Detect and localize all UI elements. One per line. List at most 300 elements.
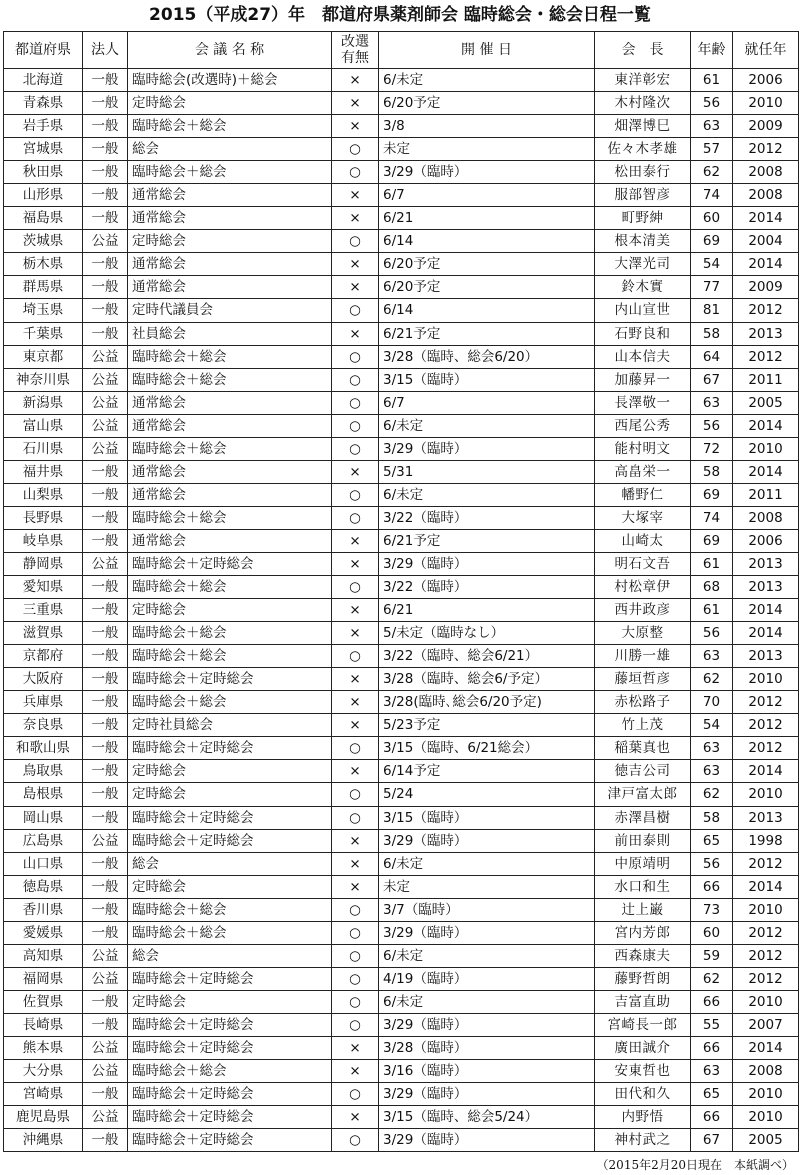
table-row xyxy=(4,944,799,967)
corporation-cell: 公益 xyxy=(83,391,128,414)
meeting-name-cell: 臨時総会＋定時総会 xyxy=(128,806,332,829)
election-mark-cell: ○ xyxy=(332,230,379,253)
table-row xyxy=(4,622,799,645)
date-cell: 3/29（臨時） xyxy=(379,829,595,852)
meeting-name-cell: 定時総会 xyxy=(128,230,332,253)
age-cell: 72 xyxy=(691,437,733,460)
meeting-name-cell: 定時社員総会 xyxy=(128,714,332,737)
prefecture-cell: 千葉県 xyxy=(4,322,83,345)
prefecture-cell: 熊本県 xyxy=(4,1036,83,1059)
age-cell: 67 xyxy=(691,368,733,391)
prefecture-cell: 福岡県 xyxy=(4,967,83,990)
table-row xyxy=(4,921,799,944)
date-cell: 3/28（臨時） xyxy=(379,1036,595,1059)
prefecture-cell: 茨城県 xyxy=(4,230,83,253)
date-cell: 未定 xyxy=(379,875,595,898)
prefecture-cell: 愛媛県 xyxy=(4,921,83,944)
age-cell: 77 xyxy=(691,276,733,299)
corporation-cell: 一般 xyxy=(83,299,128,322)
age-cell: 62 xyxy=(691,783,733,806)
meeting-name-cell: 臨時総会＋定時総会 xyxy=(128,829,332,852)
age-cell: 55 xyxy=(691,1013,733,1036)
prefecture-cell: 北海道 xyxy=(4,69,83,92)
election-mark-cell: × xyxy=(332,276,379,299)
table-row xyxy=(4,184,799,207)
prefecture-cell: 岡山県 xyxy=(4,806,83,829)
age-cell: 60 xyxy=(691,207,733,230)
prefecture-cell: 奈良県 xyxy=(4,714,83,737)
table-row xyxy=(4,138,799,161)
date-cell: 3/29（臨時） xyxy=(379,1013,595,1036)
chair-cell: 東洋彰宏 xyxy=(595,69,691,92)
election-mark-cell: × xyxy=(332,668,379,691)
prefecture-cell: 群馬県 xyxy=(4,276,83,299)
date-cell: 3/8 xyxy=(379,115,595,138)
date-cell: 5/未定（臨時なし） xyxy=(379,622,595,645)
date-cell: 5/31 xyxy=(379,460,595,483)
meeting-name-cell: 通常総会 xyxy=(128,253,332,276)
chair-cell: 前田泰則 xyxy=(595,829,691,852)
inaugural-year-cell: 2010 xyxy=(733,92,799,115)
date-cell: 3/22（臨時） xyxy=(379,576,595,599)
age-cell: 56 xyxy=(691,622,733,645)
meeting-name-cell: 臨時総会＋総会 xyxy=(128,622,332,645)
election-mark-cell: ○ xyxy=(332,368,379,391)
table-row xyxy=(4,161,799,184)
inaugural-year-cell: 2014 xyxy=(733,622,799,645)
prefecture-cell: 福井県 xyxy=(4,460,83,483)
chair-cell: 鈴木實 xyxy=(595,276,691,299)
date-cell: 3/28（臨時、総会6/20） xyxy=(379,345,595,368)
prefecture-cell: 山梨県 xyxy=(4,483,83,506)
corporation-cell: 一般 xyxy=(83,921,128,944)
meeting-name-cell: 臨時総会＋定時総会 xyxy=(128,668,332,691)
date-cell: 6/未定 xyxy=(379,69,595,92)
inaugural-year-cell: 2010 xyxy=(733,1083,799,1106)
meeting-name-cell: 通常総会 xyxy=(128,414,332,437)
meeting-name-cell: 定時総会 xyxy=(128,599,332,622)
inaugural-year-cell: 2014 xyxy=(733,460,799,483)
chair-cell: 大原整 xyxy=(595,622,691,645)
corporation-cell: 一般 xyxy=(83,599,128,622)
table-row xyxy=(4,852,799,875)
prefecture-cell: 広島県 xyxy=(4,829,83,852)
election-mark-cell: ○ xyxy=(332,806,379,829)
prefecture-cell: 長崎県 xyxy=(4,1013,83,1036)
meeting-name-cell: 通常総会 xyxy=(128,391,332,414)
election-mark-cell: ○ xyxy=(332,645,379,668)
meeting-name-cell: 臨時総会＋定時総会 xyxy=(128,1129,332,1152)
inaugural-year-cell: 2014 xyxy=(733,760,799,783)
inaugural-year-cell: 2008 xyxy=(733,161,799,184)
election-mark-cell: × xyxy=(332,760,379,783)
inaugural-year-cell: 2012 xyxy=(733,921,799,944)
election-mark-cell: ○ xyxy=(332,944,379,967)
chair-cell: 幡野仁 xyxy=(595,483,691,506)
table-row xyxy=(4,460,799,483)
inaugural-year-cell: 2009 xyxy=(733,276,799,299)
corporation-cell: 公益 xyxy=(83,1036,128,1059)
chair-cell: 山崎太 xyxy=(595,529,691,552)
table-row xyxy=(4,552,799,575)
chair-cell: 川勝一雄 xyxy=(595,645,691,668)
date-cell: 3/15（臨時） xyxy=(379,368,595,391)
prefecture-cell: 京都府 xyxy=(4,645,83,668)
age-cell: 64 xyxy=(691,345,733,368)
inaugural-year-cell: 2013 xyxy=(733,806,799,829)
prefecture-cell: 神奈川県 xyxy=(4,368,83,391)
prefecture-cell: 新潟県 xyxy=(4,391,83,414)
chair-cell: 赤松路子 xyxy=(595,691,691,714)
table-row xyxy=(4,645,799,668)
age-cell: 60 xyxy=(691,921,733,944)
corporation-cell: 一般 xyxy=(83,645,128,668)
prefecture-cell: 宮城県 xyxy=(4,138,83,161)
election-mark-cell: × xyxy=(332,599,379,622)
corporation-cell: 一般 xyxy=(83,622,128,645)
table-row xyxy=(4,1083,799,1106)
chair-cell: 畑澤博巳 xyxy=(595,115,691,138)
inaugural-year-cell: 2012 xyxy=(733,714,799,737)
header-meeting-name: 会 議 名 称 xyxy=(128,32,332,69)
inaugural-year-cell: 2013 xyxy=(733,576,799,599)
corporation-cell: 一般 xyxy=(83,483,128,506)
table-row xyxy=(4,806,799,829)
age-cell: 54 xyxy=(691,714,733,737)
meeting-name-cell: 臨時総会＋定時総会 xyxy=(128,1013,332,1036)
age-cell: 58 xyxy=(691,806,733,829)
table-row xyxy=(4,92,799,115)
meeting-name-cell: 臨時総会＋総会 xyxy=(128,506,332,529)
table-row xyxy=(4,1036,799,1059)
election-mark-cell: ○ xyxy=(332,414,379,437)
date-cell: 6/20予定 xyxy=(379,253,595,276)
meeting-name-cell: 社員総会 xyxy=(128,322,332,345)
inaugural-year-cell: 2012 xyxy=(733,967,799,990)
corporation-cell: 公益 xyxy=(83,414,128,437)
election-mark-cell: ○ xyxy=(332,576,379,599)
corporation-cell: 一般 xyxy=(83,207,128,230)
corporation-cell: 一般 xyxy=(83,898,128,921)
table-row xyxy=(4,207,799,230)
corporation-cell: 公益 xyxy=(83,944,128,967)
date-cell: 3/15（臨時） xyxy=(379,806,595,829)
chair-cell: 藤野哲朗 xyxy=(595,967,691,990)
chair-cell: 吉富直助 xyxy=(595,990,691,1013)
corporation-cell: 一般 xyxy=(83,852,128,875)
meeting-name-cell: 総会 xyxy=(128,852,332,875)
election-mark-cell: × xyxy=(332,622,379,645)
inaugural-year-cell: 2014 xyxy=(733,414,799,437)
inaugural-year-cell: 2014 xyxy=(733,1036,799,1059)
age-cell: 69 xyxy=(691,483,733,506)
inaugural-year-cell: 2008 xyxy=(733,184,799,207)
prefecture-cell: 福島県 xyxy=(4,207,83,230)
age-cell: 63 xyxy=(691,391,733,414)
chair-cell: 津戸富太郎 xyxy=(595,783,691,806)
date-cell: 6/未定 xyxy=(379,990,595,1013)
chair-cell: 中原靖明 xyxy=(595,852,691,875)
chair-cell: 稲葉真也 xyxy=(595,737,691,760)
age-cell: 61 xyxy=(691,69,733,92)
corporation-cell: 一般 xyxy=(83,138,128,161)
age-cell: 74 xyxy=(691,184,733,207)
chair-cell: 根本清美 xyxy=(595,230,691,253)
age-cell: 57 xyxy=(691,138,733,161)
corporation-cell: 一般 xyxy=(83,806,128,829)
meeting-name-cell: 通常総会 xyxy=(128,184,332,207)
age-cell: 62 xyxy=(691,967,733,990)
prefecture-cell: 石川県 xyxy=(4,437,83,460)
election-mark-cell: × xyxy=(332,69,379,92)
date-cell: 6/7 xyxy=(379,391,595,414)
chair-cell: 徳吉公司 xyxy=(595,760,691,783)
date-cell: 3/29（臨時） xyxy=(379,437,595,460)
meeting-name-cell: 臨時総会＋総会 xyxy=(128,345,332,368)
table-row xyxy=(4,760,799,783)
chair-cell: 加藤昇一 xyxy=(595,368,691,391)
age-cell: 73 xyxy=(691,898,733,921)
corporation-cell: 公益 xyxy=(83,345,128,368)
prefecture-cell: 愛知県 xyxy=(4,576,83,599)
meeting-name-cell: 定時総会 xyxy=(128,875,332,898)
header-chair: 会 長 xyxy=(595,32,691,69)
table-row xyxy=(4,898,799,921)
inaugural-year-cell: 2008 xyxy=(733,1060,799,1083)
date-cell: 6/未定 xyxy=(379,944,595,967)
corporation-cell: 一般 xyxy=(83,990,128,1013)
prefecture-cell: 兵庫県 xyxy=(4,691,83,714)
date-cell: 4/19（臨時） xyxy=(379,967,595,990)
prefecture-cell: 沖縄県 xyxy=(4,1129,83,1152)
age-cell: 69 xyxy=(691,230,733,253)
meeting-name-cell: 定時総会 xyxy=(128,92,332,115)
chair-cell: 西井政彦 xyxy=(595,599,691,622)
prefecture-cell: 青森県 xyxy=(4,92,83,115)
age-cell: 66 xyxy=(691,1106,733,1129)
age-cell: 56 xyxy=(691,92,733,115)
age-cell: 59 xyxy=(691,944,733,967)
inaugural-year-cell: 2012 xyxy=(733,852,799,875)
age-cell: 69 xyxy=(691,529,733,552)
election-mark-cell: × xyxy=(332,207,379,230)
age-cell: 63 xyxy=(691,760,733,783)
age-cell: 68 xyxy=(691,576,733,599)
prefecture-cell: 鳥取県 xyxy=(4,760,83,783)
corporation-cell: 一般 xyxy=(83,783,128,806)
chair-cell: 辻上巌 xyxy=(595,898,691,921)
election-mark-cell: ○ xyxy=(332,506,379,529)
meeting-name-cell: 通常総会 xyxy=(128,483,332,506)
chair-cell: 宮内芳郎 xyxy=(595,921,691,944)
prefecture-cell: 埼玉県 xyxy=(4,299,83,322)
corporation-cell: 公益 xyxy=(83,829,128,852)
inaugural-year-cell: 2009 xyxy=(733,115,799,138)
date-cell: 6/未定 xyxy=(379,483,595,506)
chair-cell: 高畠栄一 xyxy=(595,460,691,483)
corporation-cell: 一般 xyxy=(83,460,128,483)
header-row xyxy=(4,32,799,69)
meeting-name-cell: 臨時総会＋総会 xyxy=(128,921,332,944)
age-cell: 61 xyxy=(691,599,733,622)
chair-cell: 神村武之 xyxy=(595,1129,691,1152)
table-row xyxy=(4,1129,799,1152)
age-cell: 70 xyxy=(691,691,733,714)
inaugural-year-cell: 2005 xyxy=(733,391,799,414)
inaugural-year-cell: 2014 xyxy=(733,599,799,622)
meeting-name-cell: 臨時総会＋総会 xyxy=(128,645,332,668)
inaugural-year-cell: 2012 xyxy=(733,299,799,322)
election-mark-cell: ○ xyxy=(332,967,379,990)
age-cell: 62 xyxy=(691,161,733,184)
age-cell: 61 xyxy=(691,552,733,575)
election-mark-cell: × xyxy=(332,1036,379,1059)
meeting-name-cell: 臨時総会＋総会 xyxy=(128,576,332,599)
corporation-cell: 公益 xyxy=(83,368,128,391)
election-mark-cell: × xyxy=(332,115,379,138)
chair-cell: 大澤光司 xyxy=(595,253,691,276)
chair-cell: 内山宣世 xyxy=(595,299,691,322)
table-row xyxy=(4,253,799,276)
corporation-cell: 一般 xyxy=(83,184,128,207)
prefecture-cell: 山形県 xyxy=(4,184,83,207)
meeting-name-cell: 臨時総会＋定時総会 xyxy=(128,967,332,990)
election-mark-cell: × xyxy=(332,852,379,875)
meeting-name-cell: 臨時総会＋定時総会 xyxy=(128,1106,332,1129)
meeting-name-cell: 定時総会 xyxy=(128,990,332,1013)
meeting-name-cell: 臨時総会＋総会 xyxy=(128,691,332,714)
election-mark-cell: ○ xyxy=(332,1129,379,1152)
age-cell: 81 xyxy=(691,299,733,322)
date-cell: 6/21予定 xyxy=(379,322,595,345)
meeting-name-cell: 臨時総会＋総会 xyxy=(128,898,332,921)
table-row xyxy=(4,576,799,599)
header-prefecture: 都道府県 xyxy=(4,32,83,69)
chair-cell: 内野悟 xyxy=(595,1106,691,1129)
date-cell: 3/7（臨時） xyxy=(379,898,595,921)
table-row xyxy=(4,276,799,299)
header-election-line2: 有無 xyxy=(341,50,369,66)
election-mark-cell: ○ xyxy=(332,921,379,944)
table-row xyxy=(4,714,799,737)
election-mark-cell: ○ xyxy=(332,299,379,322)
meeting-name-cell: 臨時総会＋総会 xyxy=(128,437,332,460)
table-row xyxy=(4,437,799,460)
age-cell: 63 xyxy=(691,1060,733,1083)
election-mark-cell: ○ xyxy=(332,990,379,1013)
meeting-name-cell: 定時代議員会 xyxy=(128,299,332,322)
meeting-name-cell: 総会 xyxy=(128,944,332,967)
election-mark-cell: × xyxy=(332,322,379,345)
corporation-cell: 一般 xyxy=(83,506,128,529)
meeting-name-cell: 臨時総会＋総会 xyxy=(128,1060,332,1083)
inaugural-year-cell: 2011 xyxy=(733,483,799,506)
date-cell: 3/16（臨時） xyxy=(379,1060,595,1083)
inaugural-year-cell: 2013 xyxy=(733,552,799,575)
meeting-name-cell: 通常総会 xyxy=(128,207,332,230)
inaugural-year-cell: 2010 xyxy=(733,990,799,1013)
election-mark-cell: ○ xyxy=(332,345,379,368)
election-mark-cell: × xyxy=(332,460,379,483)
table-row xyxy=(4,483,799,506)
age-cell: 74 xyxy=(691,506,733,529)
age-cell: 63 xyxy=(691,737,733,760)
header-election xyxy=(332,32,379,69)
prefecture-cell: 大分県 xyxy=(4,1060,83,1083)
corporation-cell: 一般 xyxy=(83,1083,128,1106)
election-mark-cell: × xyxy=(332,552,379,575)
prefecture-cell: 岐阜県 xyxy=(4,529,83,552)
age-cell: 65 xyxy=(691,829,733,852)
inaugural-year-cell: 2011 xyxy=(733,368,799,391)
corporation-cell: 公益 xyxy=(83,552,128,575)
inaugural-year-cell: 2013 xyxy=(733,322,799,345)
date-cell: 6/20予定 xyxy=(379,276,595,299)
election-mark-cell: × xyxy=(332,529,379,552)
election-mark-cell: ○ xyxy=(332,1013,379,1036)
inaugural-year-cell: 2014 xyxy=(733,875,799,898)
age-cell: 67 xyxy=(691,1129,733,1152)
date-cell: 5/23予定 xyxy=(379,714,595,737)
election-mark-cell: ○ xyxy=(332,161,379,184)
chair-cell: 赤澤昌樹 xyxy=(595,806,691,829)
table-row xyxy=(4,737,799,760)
table-row xyxy=(4,299,799,322)
meeting-name-cell: 臨時総会(改選時)＋総会 xyxy=(128,69,332,92)
inaugural-year-cell: 2006 xyxy=(733,69,799,92)
meeting-name-cell: 定時総会 xyxy=(128,783,332,806)
header-inaugural-year: 就任年 xyxy=(733,32,799,69)
corporation-cell: 公益 xyxy=(83,1106,128,1129)
chair-cell: 廣田誠介 xyxy=(595,1036,691,1059)
age-cell: 66 xyxy=(691,875,733,898)
prefecture-cell: 静岡県 xyxy=(4,552,83,575)
chair-cell: 西尾公秀 xyxy=(595,414,691,437)
election-mark-cell: × xyxy=(332,875,379,898)
meeting-name-cell: 臨時総会＋総会 xyxy=(128,368,332,391)
date-cell: 6/14予定 xyxy=(379,760,595,783)
chair-cell: 宮崎長一郎 xyxy=(595,1013,691,1036)
date-cell: 6/未定 xyxy=(379,414,595,437)
election-mark-cell: ○ xyxy=(332,483,379,506)
inaugural-year-cell: 2004 xyxy=(733,230,799,253)
inaugural-year-cell: 2007 xyxy=(733,1013,799,1036)
inaugural-year-cell: 2010 xyxy=(733,1106,799,1129)
corporation-cell: 一般 xyxy=(83,253,128,276)
election-mark-cell: × xyxy=(332,691,379,714)
table-row xyxy=(4,967,799,990)
age-cell: 54 xyxy=(691,253,733,276)
chair-cell: 藤垣哲彦 xyxy=(595,668,691,691)
chair-cell: 町野紳 xyxy=(595,207,691,230)
inaugural-year-cell: 2012 xyxy=(733,345,799,368)
election-mark-cell: ○ xyxy=(332,437,379,460)
inaugural-year-cell: 2013 xyxy=(733,645,799,668)
table-row xyxy=(4,69,799,92)
prefecture-cell: 滋賀県 xyxy=(4,622,83,645)
date-cell: 6/14 xyxy=(379,299,595,322)
chair-cell: 安東哲也 xyxy=(595,1060,691,1083)
date-cell: 6/20予定 xyxy=(379,92,595,115)
prefecture-cell: 大阪府 xyxy=(4,668,83,691)
prefecture-cell: 宮崎県 xyxy=(4,1083,83,1106)
header-election-line1: 改選 xyxy=(341,34,369,50)
corporation-cell: 公益 xyxy=(83,967,128,990)
election-mark-cell: × xyxy=(332,714,379,737)
table-row xyxy=(4,230,799,253)
meeting-name-cell: 臨時総会＋総会 xyxy=(128,161,332,184)
inaugural-year-cell: 1998 xyxy=(733,829,799,852)
